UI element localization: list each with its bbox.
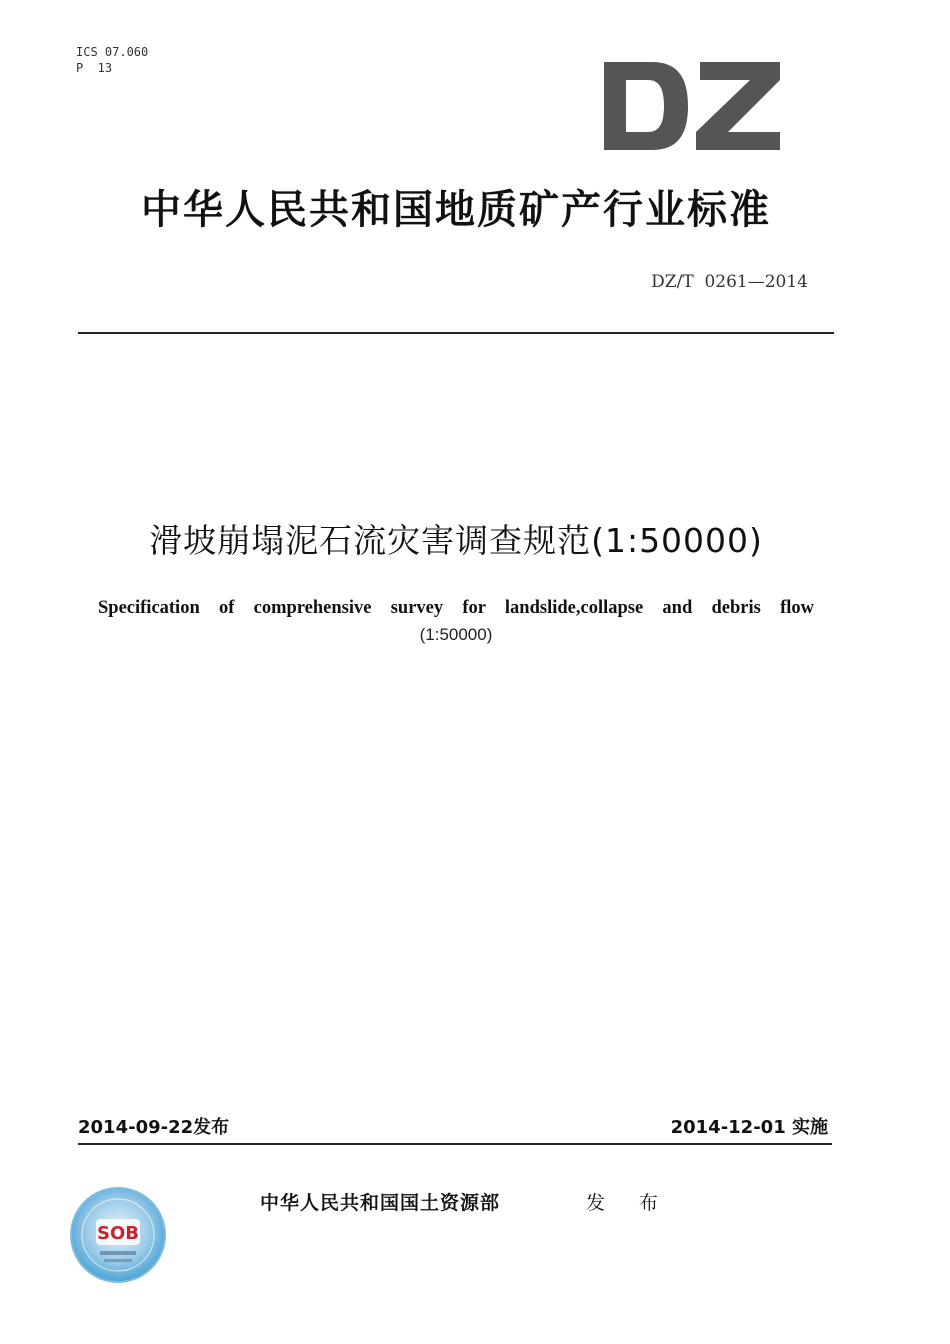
document-title-chinese: 滑坡崩塌泥石流灾害调查规范(1:50000): [149, 521, 763, 560]
standard-series-title: 中华人民共和国地质矿产行业标准: [141, 187, 771, 233]
publish-label: 发 布: [586, 1192, 673, 1214]
classification-codes: [76, 44, 148, 76]
document-scale-english: (1:50000): [419, 625, 493, 644]
implementation-date: 2014-12-01 实施: [670, 1117, 828, 1138]
issue-date: 2014-09-22发布: [78, 1117, 230, 1138]
bottom-divider: [78, 1143, 832, 1145]
anti-counterfeit-seal-icon: [68, 1185, 168, 1285]
top-divider: [78, 332, 834, 334]
dz-logo: [600, 58, 784, 154]
document-title-english: Specification of comprehensive survey for landslide,collapse and debris flow: [98, 598, 814, 618]
ics-code: ICS 07.060: [76, 45, 149, 59]
issuing-authority: 中华人民共和国国土资源部: [260, 1192, 501, 1214]
standard-number: DZ/T 0261—2014: [651, 272, 808, 292]
category-code: P 13: [76, 61, 113, 75]
seal-logo-text: SOB: [97, 1223, 139, 1244]
